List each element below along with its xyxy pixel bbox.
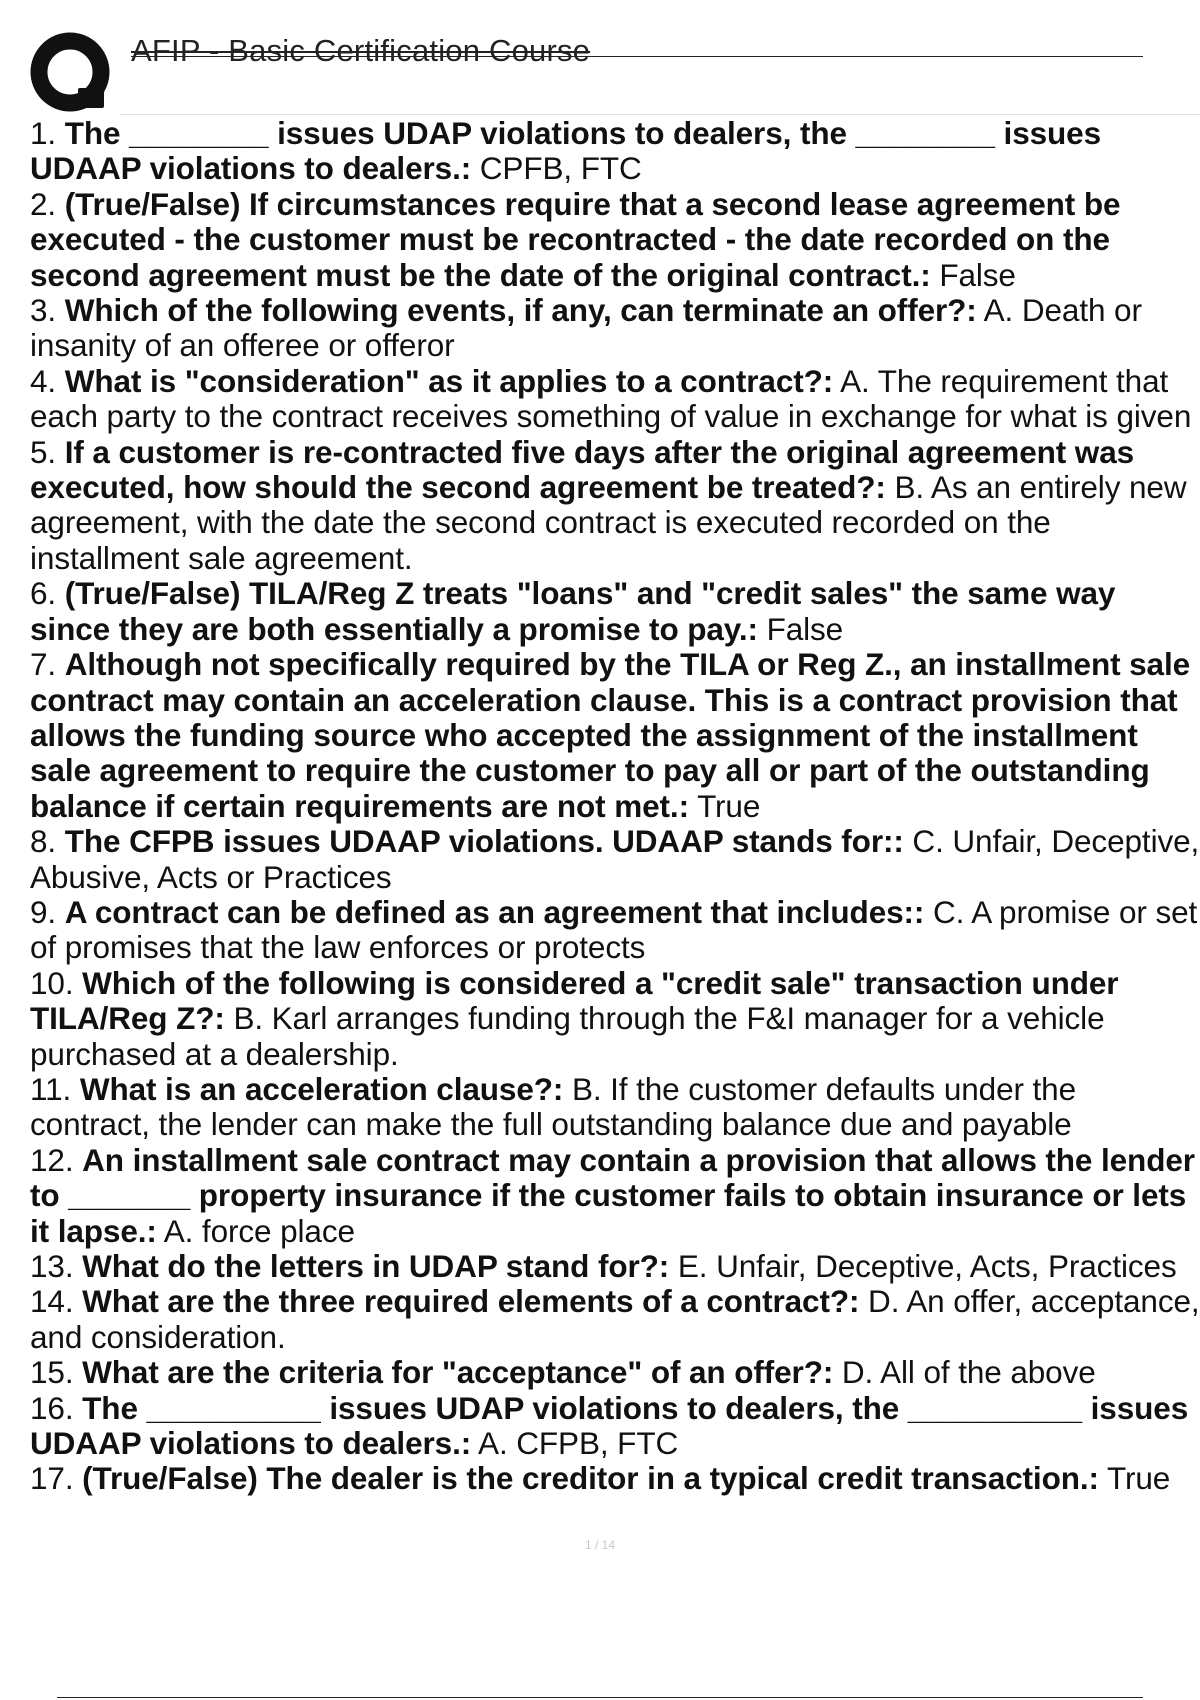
qa-number: 5.: [30, 433, 57, 470]
qa-item: [30, 1284, 1200, 1355]
qa-item: [30, 1072, 1200, 1143]
qa-item: [30, 895, 1200, 966]
qa-number: 7.: [30, 646, 57, 683]
qa-item: [30, 1391, 1200, 1462]
qa-question: The CFPB issues UDAAP violations. UDAAP stands for::: [64, 823, 904, 860]
qa-question: What is "consideration" as it applies to a contract?:: [64, 362, 834, 399]
qa-question: (True/False) If circumstances require that a second lease agreement be executed - the customer must be recontracted - the date recorded on the second agreement must be the date of the original contract.:: [30, 185, 1121, 293]
page-number: 1 / 14: [584, 1538, 616, 1552]
qa-question: What are the criteria for "acceptance" of an offer?:: [82, 1354, 834, 1391]
qa-answer: True: [1107, 1460, 1171, 1497]
qa-question: Although not specifically required by the TILA or Reg Z., an installment sale contract may contain an acceleration clause. This is a contract provision that allows the funding source who accepted the assignment of the installment sale agreement to require the customer to pay all or part of the outstanding balance if certain requirements are not met.:: [30, 646, 1191, 824]
qa-answer: False: [766, 610, 844, 647]
qa-number: 17.: [30, 1460, 74, 1497]
qa-item: [30, 364, 1200, 435]
qa-list: [30, 116, 1200, 1497]
qa-number: 16.: [30, 1389, 74, 1426]
qa-answer: A. force place: [163, 1212, 355, 1249]
qa-item: [30, 293, 1200, 364]
qa-number: 11.: [30, 1070, 72, 1107]
qa-number: 4.: [30, 362, 57, 399]
qa-answer: A. The requirement that each party to the contract receives something of value in exchange for what is given: [30, 362, 1192, 435]
qa-answer: A. Death or insanity of an offeree or offeror: [30, 292, 1142, 364]
qa-item: [30, 824, 1200, 895]
qa-item: [30, 1143, 1200, 1249]
qa-answer: False: [939, 256, 1016, 293]
qa-item: [30, 647, 1200, 824]
qa-question: If a customer is re-contracted five days after the original agreement was executed, how should the second agreement be treated?:: [30, 433, 1135, 506]
document-title: AFIP - Basic Certification Course: [131, 33, 591, 68]
qa-number: 2.: [30, 185, 57, 222]
qa-number: 10.: [30, 964, 74, 1001]
qa-question: The ________ issues UDAP violations to dealers, the ________ issues UDAAP violations to dealers.:: [30, 115, 1102, 187]
qa-number: 14.: [30, 1283, 74, 1320]
qa-number: 1.: [30, 115, 57, 151]
qa-answer: CPFB, FTC: [479, 150, 642, 187]
qa-question: What are the three required elements of a contract?:: [82, 1283, 860, 1320]
qa-number: 9.: [30, 893, 57, 930]
qa-item: [30, 1355, 1200, 1390]
qa-answer: A. CFPB, FTC: [478, 1425, 679, 1462]
qa-item: [30, 187, 1200, 293]
qa-item: [30, 1249, 1200, 1284]
qa-question: A contract can be defined as an agreement that includes::: [64, 893, 925, 930]
qa-question: (True/False) The dealer is the creditor in a typical credit transaction.:: [82, 1460, 1099, 1497]
qa-question: An installment sale contract may contain a provision that allows the lender to _______ property insurance if the customer fails to obtain insurance or lets it lapse.:: [30, 1141, 1195, 1249]
qa-number: 8.: [30, 823, 57, 860]
header-rule: [131, 56, 1143, 57]
qa-number: 13.: [30, 1248, 74, 1284]
qa-item: [30, 576, 1200, 647]
qa-answer: C. Unfair, Deceptive, Abusive, Acts or Practices: [30, 823, 1200, 895]
qa-question: What do the letters in UDAP stand for?:: [82, 1248, 670, 1284]
qa-number: 6.: [30, 575, 57, 612]
qa-question: Which of the following events, if any, can terminate an offer?:: [64, 292, 977, 329]
footer-rule: [57, 1697, 1143, 1698]
qa-item: [30, 116, 1200, 187]
qa-question: (True/False) TILA/Reg Z treats "loans" and "credit sales" the same way since they are both essentially a promise to pay.:: [30, 575, 1116, 647]
qa-answer: D. All of the above: [841, 1354, 1096, 1391]
qa-number: 12.: [30, 1141, 74, 1178]
qa-question: The __________ issues UDAP violations to dealers, the __________ issues UDAAP violations to dealers.:: [30, 1389, 1189, 1462]
qa-number: 3.: [30, 292, 57, 329]
qa-answer: C. A promise or set of promises that the law enforces or protects: [30, 893, 1198, 966]
qa-answer: B. As an entirely new agreement, with the date the second contract is executed recorded on the installment sale agreement.: [30, 469, 1187, 576]
qa-answer: D. An offer, acceptance, and consideration.: [30, 1283, 1200, 1355]
qa-question: What is an acceleration clause?:: [79, 1070, 564, 1107]
qa-answer: B. If the customer defaults under the contract, the lender can make the full outstanding balance due and payable: [30, 1070, 1077, 1143]
qa-number: 15.: [30, 1354, 74, 1391]
quizlet-q-logo-icon: [30, 30, 114, 114]
qa-item: [30, 966, 1200, 1072]
qa-item: [30, 435, 1200, 577]
qa-answer: True: [697, 787, 761, 824]
qa-item: [30, 1461, 1200, 1496]
qa-answer: E. Unfair, Deceptive, Acts, Practices: [677, 1248, 1177, 1284]
page-header: [0, 0, 1200, 118]
qa-question: Which of the following is considered a "credit sale" transaction under TILA/Reg Z?:: [30, 964, 1119, 1037]
qa-answer: B. Karl arranges funding through the F&I manager for a vehicle purchased at a dealership.: [30, 1000, 1105, 1072]
